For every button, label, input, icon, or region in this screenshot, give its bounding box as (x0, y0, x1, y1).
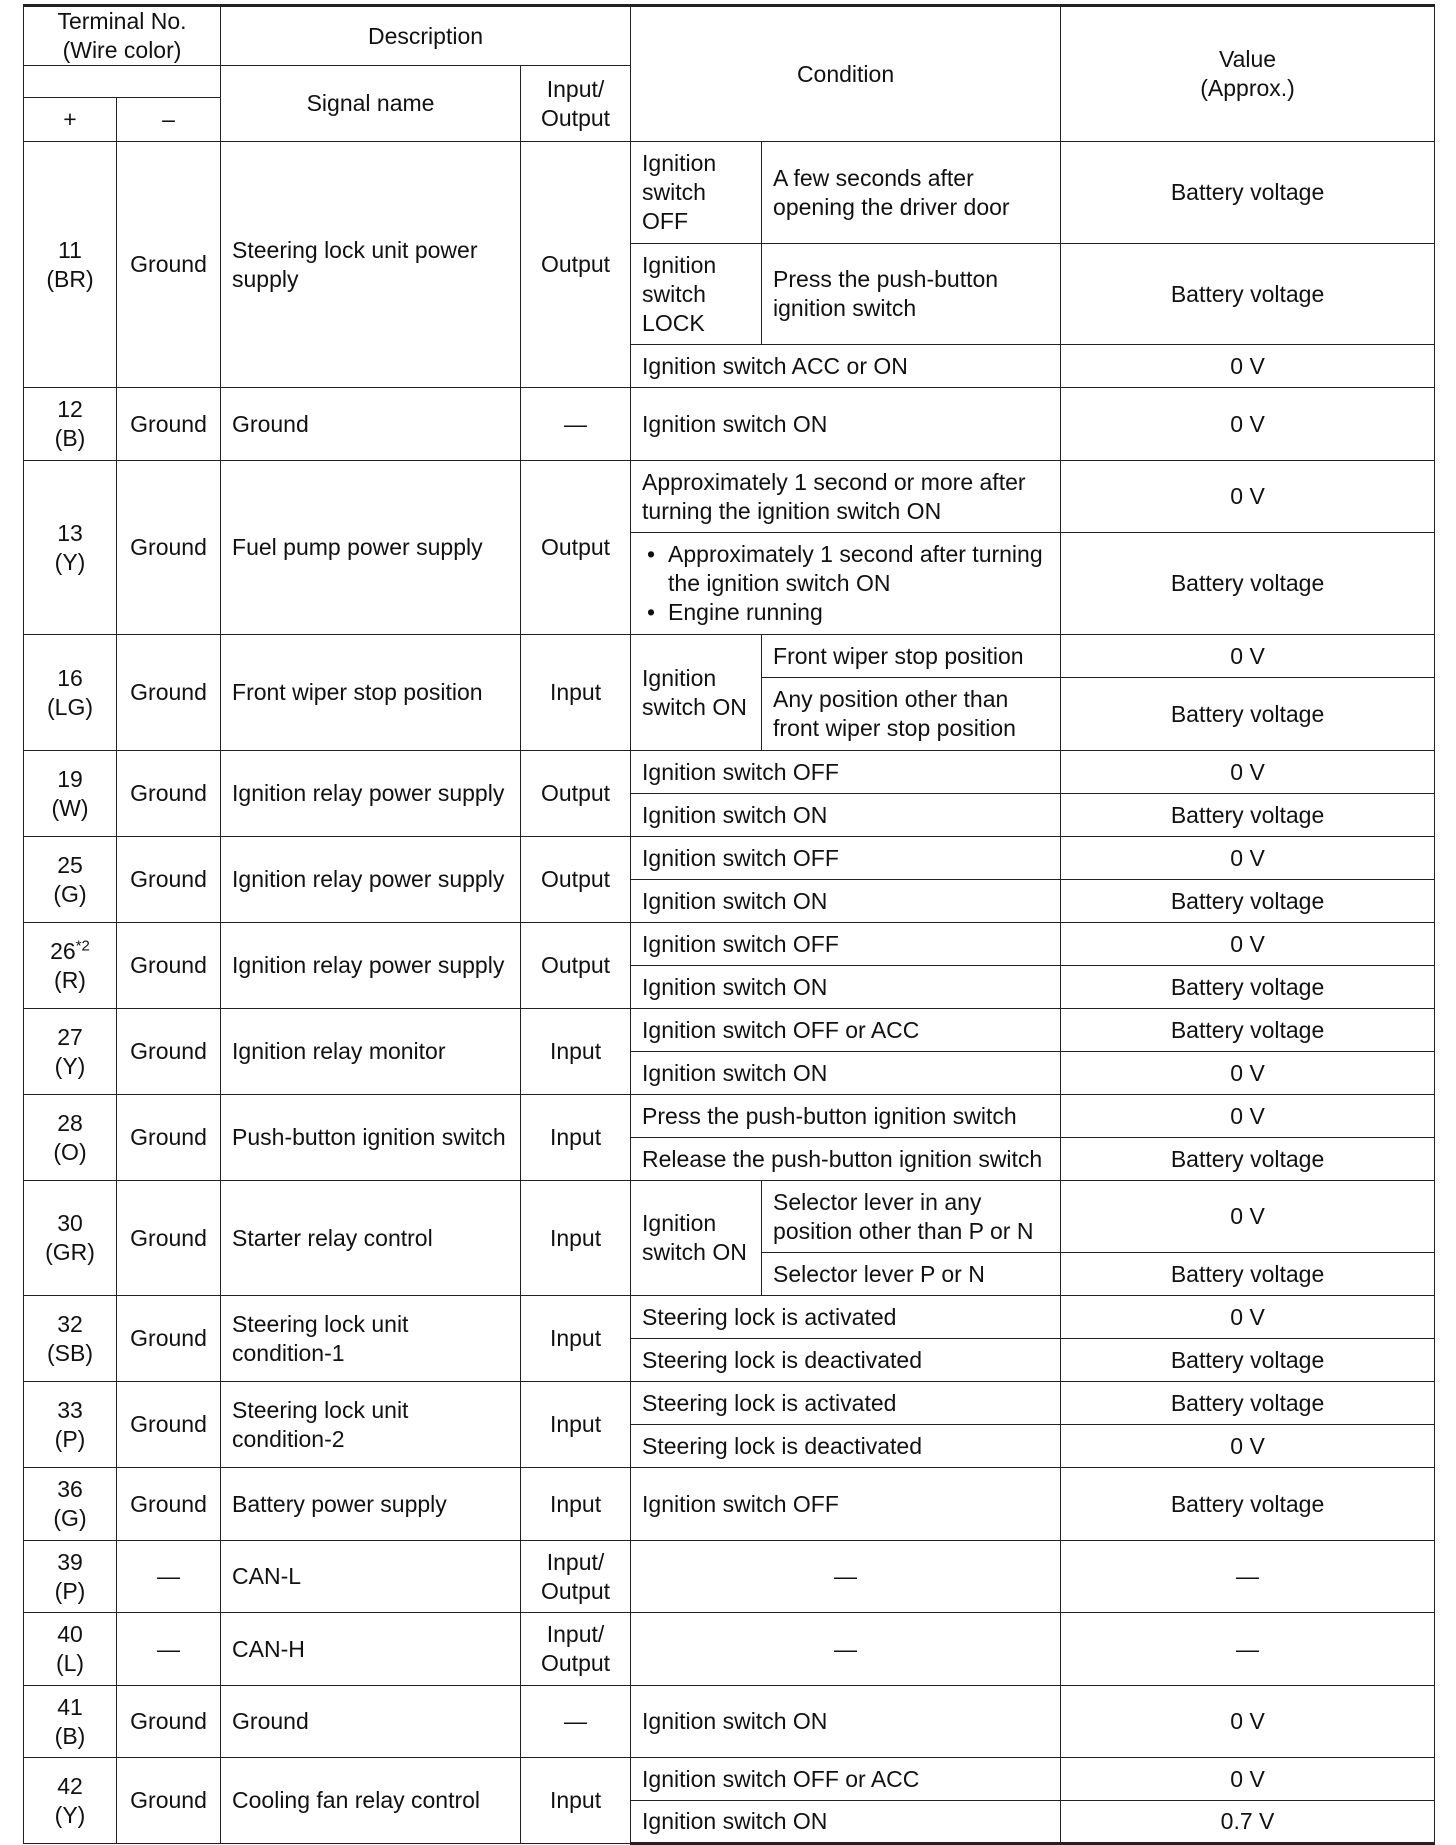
terminal-cell (24, 1296, 117, 1382)
minus-cell: Ground (117, 1296, 221, 1382)
signal-name-cell: Ignition relay power supply (221, 923, 521, 1009)
minus-cell: Ground (117, 1758, 221, 1844)
terminal-number: 41 (57, 1693, 83, 1720)
terminal-number: 28 (57, 1109, 83, 1136)
table-row (24, 388, 1435, 461)
terminal-number: 11 (58, 236, 82, 263)
wire-color: (LG) (47, 693, 93, 720)
io-cell: Input (521, 1181, 631, 1296)
terminal-number: 13 (57, 519, 83, 546)
io-cell: Input (521, 1382, 631, 1468)
condition-cell: Steering lock is activated (631, 1296, 1061, 1339)
condition-cell: Ignition switch OFF (631, 751, 1061, 794)
condition-cell: Ignition switch OFF (631, 1468, 1061, 1541)
value-cell: Battery voltage (1061, 880, 1435, 923)
table-row (24, 1468, 1435, 1541)
table-row (24, 1686, 1435, 1758)
condition-cell: Ignition switch OFF (631, 837, 1061, 880)
minus-cell: Ground (117, 142, 221, 388)
minus-cell: Ground (117, 751, 221, 837)
minus-cell: Ground (117, 1009, 221, 1095)
terminal-number: 12 (57, 396, 83, 422)
signal-name-cell: Cooling fan relay control (221, 1758, 521, 1844)
condition-cell: Steering lock is activated (631, 1382, 1061, 1425)
minus-cell: Ground (117, 461, 221, 635)
condition-detail-cell: Selector lever in any position other than P or N (762, 1181, 1061, 1253)
io-cell: Output (521, 461, 631, 635)
condition-cell: Ignition switch ACC or ON (631, 345, 1061, 388)
condition-label-cell: Ignition switch LOCK (631, 244, 762, 345)
table-row (24, 1613, 1435, 1686)
condition-cell: Ignition switch ON (631, 388, 1061, 461)
value-cell: 0 V (1061, 1296, 1435, 1339)
signal-name-cell: Ignition relay power supply (221, 837, 521, 923)
io-cell: Input (521, 1095, 631, 1181)
wire-color: (W) (51, 794, 89, 821)
terminal-cell (24, 1758, 117, 1844)
terminal-number: 40 (57, 1621, 83, 1647)
condition-cell: Press the push-button ignition switch (631, 1095, 1061, 1138)
condition-label-cell: Ignition switch OFF (631, 142, 762, 244)
header-row (24, 6, 1435, 66)
value-cell: — (1061, 1613, 1435, 1686)
condition-label-cell: Ignition switch ON (631, 635, 762, 751)
minus-cell: — (117, 1541, 221, 1613)
signal-name-cell: Ground (221, 388, 521, 461)
io-cell: — (521, 388, 631, 461)
wire-color: (P) (54, 1577, 86, 1604)
io-cell: Output (521, 751, 631, 837)
header-terminal-no-label: Terminal No. (57, 8, 187, 34)
wire-color: (G) (53, 1505, 87, 1531)
wire-color: (B) (54, 425, 86, 451)
condition-cell: Steering lock is deactivated (631, 1425, 1061, 1468)
value-cell: 0 V (1061, 345, 1435, 388)
terminal-number: 42 (57, 1772, 83, 1799)
io-cell: Output (521, 923, 631, 1009)
io-cell: — (521, 1686, 631, 1758)
table-row (24, 1541, 1435, 1613)
signal-name-cell: Steering lock unit condition-2 (221, 1382, 521, 1468)
wire-color: (R) (54, 966, 86, 993)
wire-color: (G) (53, 880, 87, 907)
value-cell: Battery voltage (1061, 244, 1435, 345)
value-cell: Battery voltage (1061, 1339, 1435, 1382)
terminal-number: 25 (57, 851, 83, 878)
io-cell: Output (521, 142, 631, 388)
terminal-cell (24, 1468, 117, 1541)
terminal-number: 39 (57, 1548, 83, 1575)
value-cell: Battery voltage (1061, 678, 1435, 751)
condition-detail-cell: A few seconds after opening the driver door (762, 142, 1061, 244)
value-cell: Battery voltage (1061, 142, 1435, 244)
terminal-cell (24, 142, 117, 388)
value-cell: 0 V (1061, 461, 1435, 533)
terminal-cell (24, 1009, 117, 1095)
terminal-spec-document (23, 4, 1435, 1845)
header-signal-name: Signal name (221, 66, 521, 142)
terminal-cell (24, 1686, 117, 1758)
condition-detail-cell: Press the push-button ignition switch (762, 244, 1061, 345)
terminal-cell (24, 461, 117, 635)
terminal-cell (24, 1382, 117, 1468)
condition-cell: Ignition switch ON (631, 794, 1061, 837)
condition-cell (631, 533, 1061, 635)
condition-cell: Ignition switch ON (631, 966, 1061, 1009)
value-cell: 0 V (1061, 1425, 1435, 1468)
wire-color: (O) (53, 1138, 87, 1165)
header-minus: – (117, 98, 221, 142)
value-cell: Battery voltage (1061, 1009, 1435, 1052)
value-cell: 0 V (1061, 1758, 1435, 1801)
condition-bullet: • Engine running (642, 598, 1049, 627)
minus-cell: Ground (117, 388, 221, 461)
table-row (24, 461, 1435, 533)
io-cell: Input (521, 1009, 631, 1095)
condition-cell: Ignition switch ON (631, 1052, 1061, 1095)
wire-color: (SB) (47, 1339, 93, 1366)
table-row (24, 1296, 1435, 1339)
wire-color: (Y) (54, 548, 86, 575)
signal-name-cell: Steering lock unit condition-1 (221, 1296, 521, 1382)
table-row (24, 837, 1435, 880)
wire-color: (P) (54, 1425, 86, 1452)
value-cell: — (1061, 1541, 1435, 1613)
minus-cell: Ground (117, 837, 221, 923)
value-cell: Battery voltage (1061, 1468, 1435, 1541)
terminal-cell (24, 1613, 117, 1686)
condition-detail-cell: Front wiper stop position (762, 635, 1061, 678)
minus-cell: — (117, 1613, 221, 1686)
condition-cell: Steering lock is deactivated (631, 1339, 1061, 1382)
condition-label-cell: Ignition switch ON (631, 1181, 762, 1296)
terminal-number: 26 (50, 937, 76, 964)
minus-cell: Ground (117, 1686, 221, 1758)
header-description: Description (221, 6, 631, 66)
condition-cell: — (631, 1613, 1061, 1686)
io-cell: Input/ Output (521, 1541, 631, 1613)
terminal-number: 36 (57, 1476, 83, 1502)
table-row (24, 751, 1435, 794)
signal-name-cell: Steering lock unit power supply (221, 142, 521, 388)
condition-cell: Ignition switch OFF or ACC (631, 1009, 1061, 1052)
terminal-number: 30 (57, 1210, 83, 1236)
signal-name-cell: Ignition relay monitor (221, 1009, 521, 1095)
signal-name-cell: Ignition relay power supply (221, 751, 521, 837)
terminal-cell (24, 923, 117, 1009)
terminal-cell (24, 837, 117, 923)
table-row (24, 635, 1435, 678)
condition-detail-cell: Any position other than front wiper stop position (762, 678, 1061, 751)
io-cell: Input (521, 1296, 631, 1382)
header-plus: + (24, 98, 117, 142)
header-terminal-no (24, 6, 221, 66)
minus-cell: Ground (117, 635, 221, 751)
terminal-cell (24, 751, 117, 837)
value-cell: 0 V (1061, 1686, 1435, 1758)
condition-cell: Release the push-button ignition switch (631, 1138, 1061, 1181)
condition-cell: — (631, 1541, 1061, 1613)
condition-bullet: • Approximately 1 second after turning the ignition switch ON (642, 540, 1049, 598)
condition-cell: Ignition switch ON (631, 1801, 1061, 1844)
signal-name-cell: Battery power supply (221, 1468, 521, 1541)
header-value (1061, 6, 1435, 142)
minus-cell: Ground (117, 1095, 221, 1181)
value-cell: Battery voltage (1061, 1382, 1435, 1425)
minus-cell: Ground (117, 1382, 221, 1468)
io-cell: Output (521, 837, 631, 923)
table-row (24, 1181, 1435, 1253)
condition-cell: Ignition switch ON (631, 1686, 1061, 1758)
condition-cell: Ignition switch OFF or ACC (631, 1758, 1061, 1801)
terminal-cell (24, 388, 117, 461)
wire-color: (Y) (54, 1052, 86, 1079)
value-cell: 0 V (1061, 1052, 1435, 1095)
condition-detail-cell: Selector lever P or N (762, 1253, 1061, 1296)
signal-name-cell: Fuel pump power supply (221, 461, 521, 635)
terminal-number: 19 (57, 765, 83, 792)
terminal-cell (24, 635, 117, 751)
value-cell: 0.7 V (1061, 1801, 1435, 1844)
table-row (24, 1095, 1435, 1138)
wire-color: (Y) (54, 1801, 86, 1828)
terminal-number: 32 (57, 1310, 83, 1337)
signal-name-cell: Front wiper stop position (221, 635, 521, 751)
terminal-cell (24, 1541, 117, 1613)
table-row (24, 923, 1435, 966)
table-row (24, 142, 1435, 244)
value-cell: Battery voltage (1061, 533, 1435, 635)
value-cell: 0 V (1061, 635, 1435, 678)
signal-name-cell: CAN-L (221, 1541, 521, 1613)
io-cell: Input (521, 635, 631, 751)
table-row (24, 1009, 1435, 1052)
value-cell: Battery voltage (1061, 966, 1435, 1009)
wire-color: (B) (54, 1722, 86, 1749)
wire-color: (L) (55, 1650, 85, 1676)
wire-color: (BR) (46, 265, 94, 292)
value-cell: Battery voltage (1061, 1138, 1435, 1181)
table-row (24, 1382, 1435, 1425)
signal-name-cell: CAN-H (221, 1613, 521, 1686)
minus-cell: Ground (117, 1468, 221, 1541)
value-cell: 0 V (1061, 388, 1435, 461)
header-wire-color-label: (Wire color) (62, 37, 182, 63)
header-approx-label: (Approx.) (1200, 75, 1295, 101)
terminal-spec-table (23, 4, 1435, 1845)
value-cell: 0 V (1061, 1095, 1435, 1138)
value-cell: 0 V (1061, 923, 1435, 966)
value-cell: Battery voltage (1061, 1253, 1435, 1296)
condition-cell: Ignition switch ON (631, 880, 1061, 923)
footnote-mark: *2 (75, 936, 90, 954)
value-cell: 0 V (1061, 751, 1435, 794)
condition-cell: Ignition switch OFF (631, 923, 1061, 966)
io-cell: Input (521, 1468, 631, 1541)
io-cell: Input (521, 1758, 631, 1844)
signal-name-cell: Push-button ignition switch (221, 1095, 521, 1181)
header-condition: Condition (631, 6, 1061, 142)
io-cell: Input/ Output (521, 1613, 631, 1686)
signal-name-cell: Ground (221, 1686, 521, 1758)
terminal-number: 33 (57, 1396, 83, 1423)
terminal-number: 16 (57, 664, 83, 691)
terminal-cell (24, 1095, 117, 1181)
value-cell: Battery voltage (1061, 794, 1435, 837)
terminal-number: 27 (57, 1023, 83, 1050)
value-cell: 0 V (1061, 837, 1435, 880)
wire-color: (GR) (45, 1239, 95, 1265)
minus-cell: Ground (117, 1181, 221, 1296)
condition-cell: Approximately 1 second or more after turning the ignition switch ON (631, 461, 1061, 533)
terminal-cell (24, 1181, 117, 1296)
minus-cell: Ground (117, 923, 221, 1009)
table-row (24, 1758, 1435, 1801)
header-input-output: Input/ Output (521, 66, 631, 142)
value-cell: 0 V (1061, 1181, 1435, 1253)
signal-name-cell: Starter relay control (221, 1181, 521, 1296)
header-value-label: Value (1218, 46, 1277, 72)
